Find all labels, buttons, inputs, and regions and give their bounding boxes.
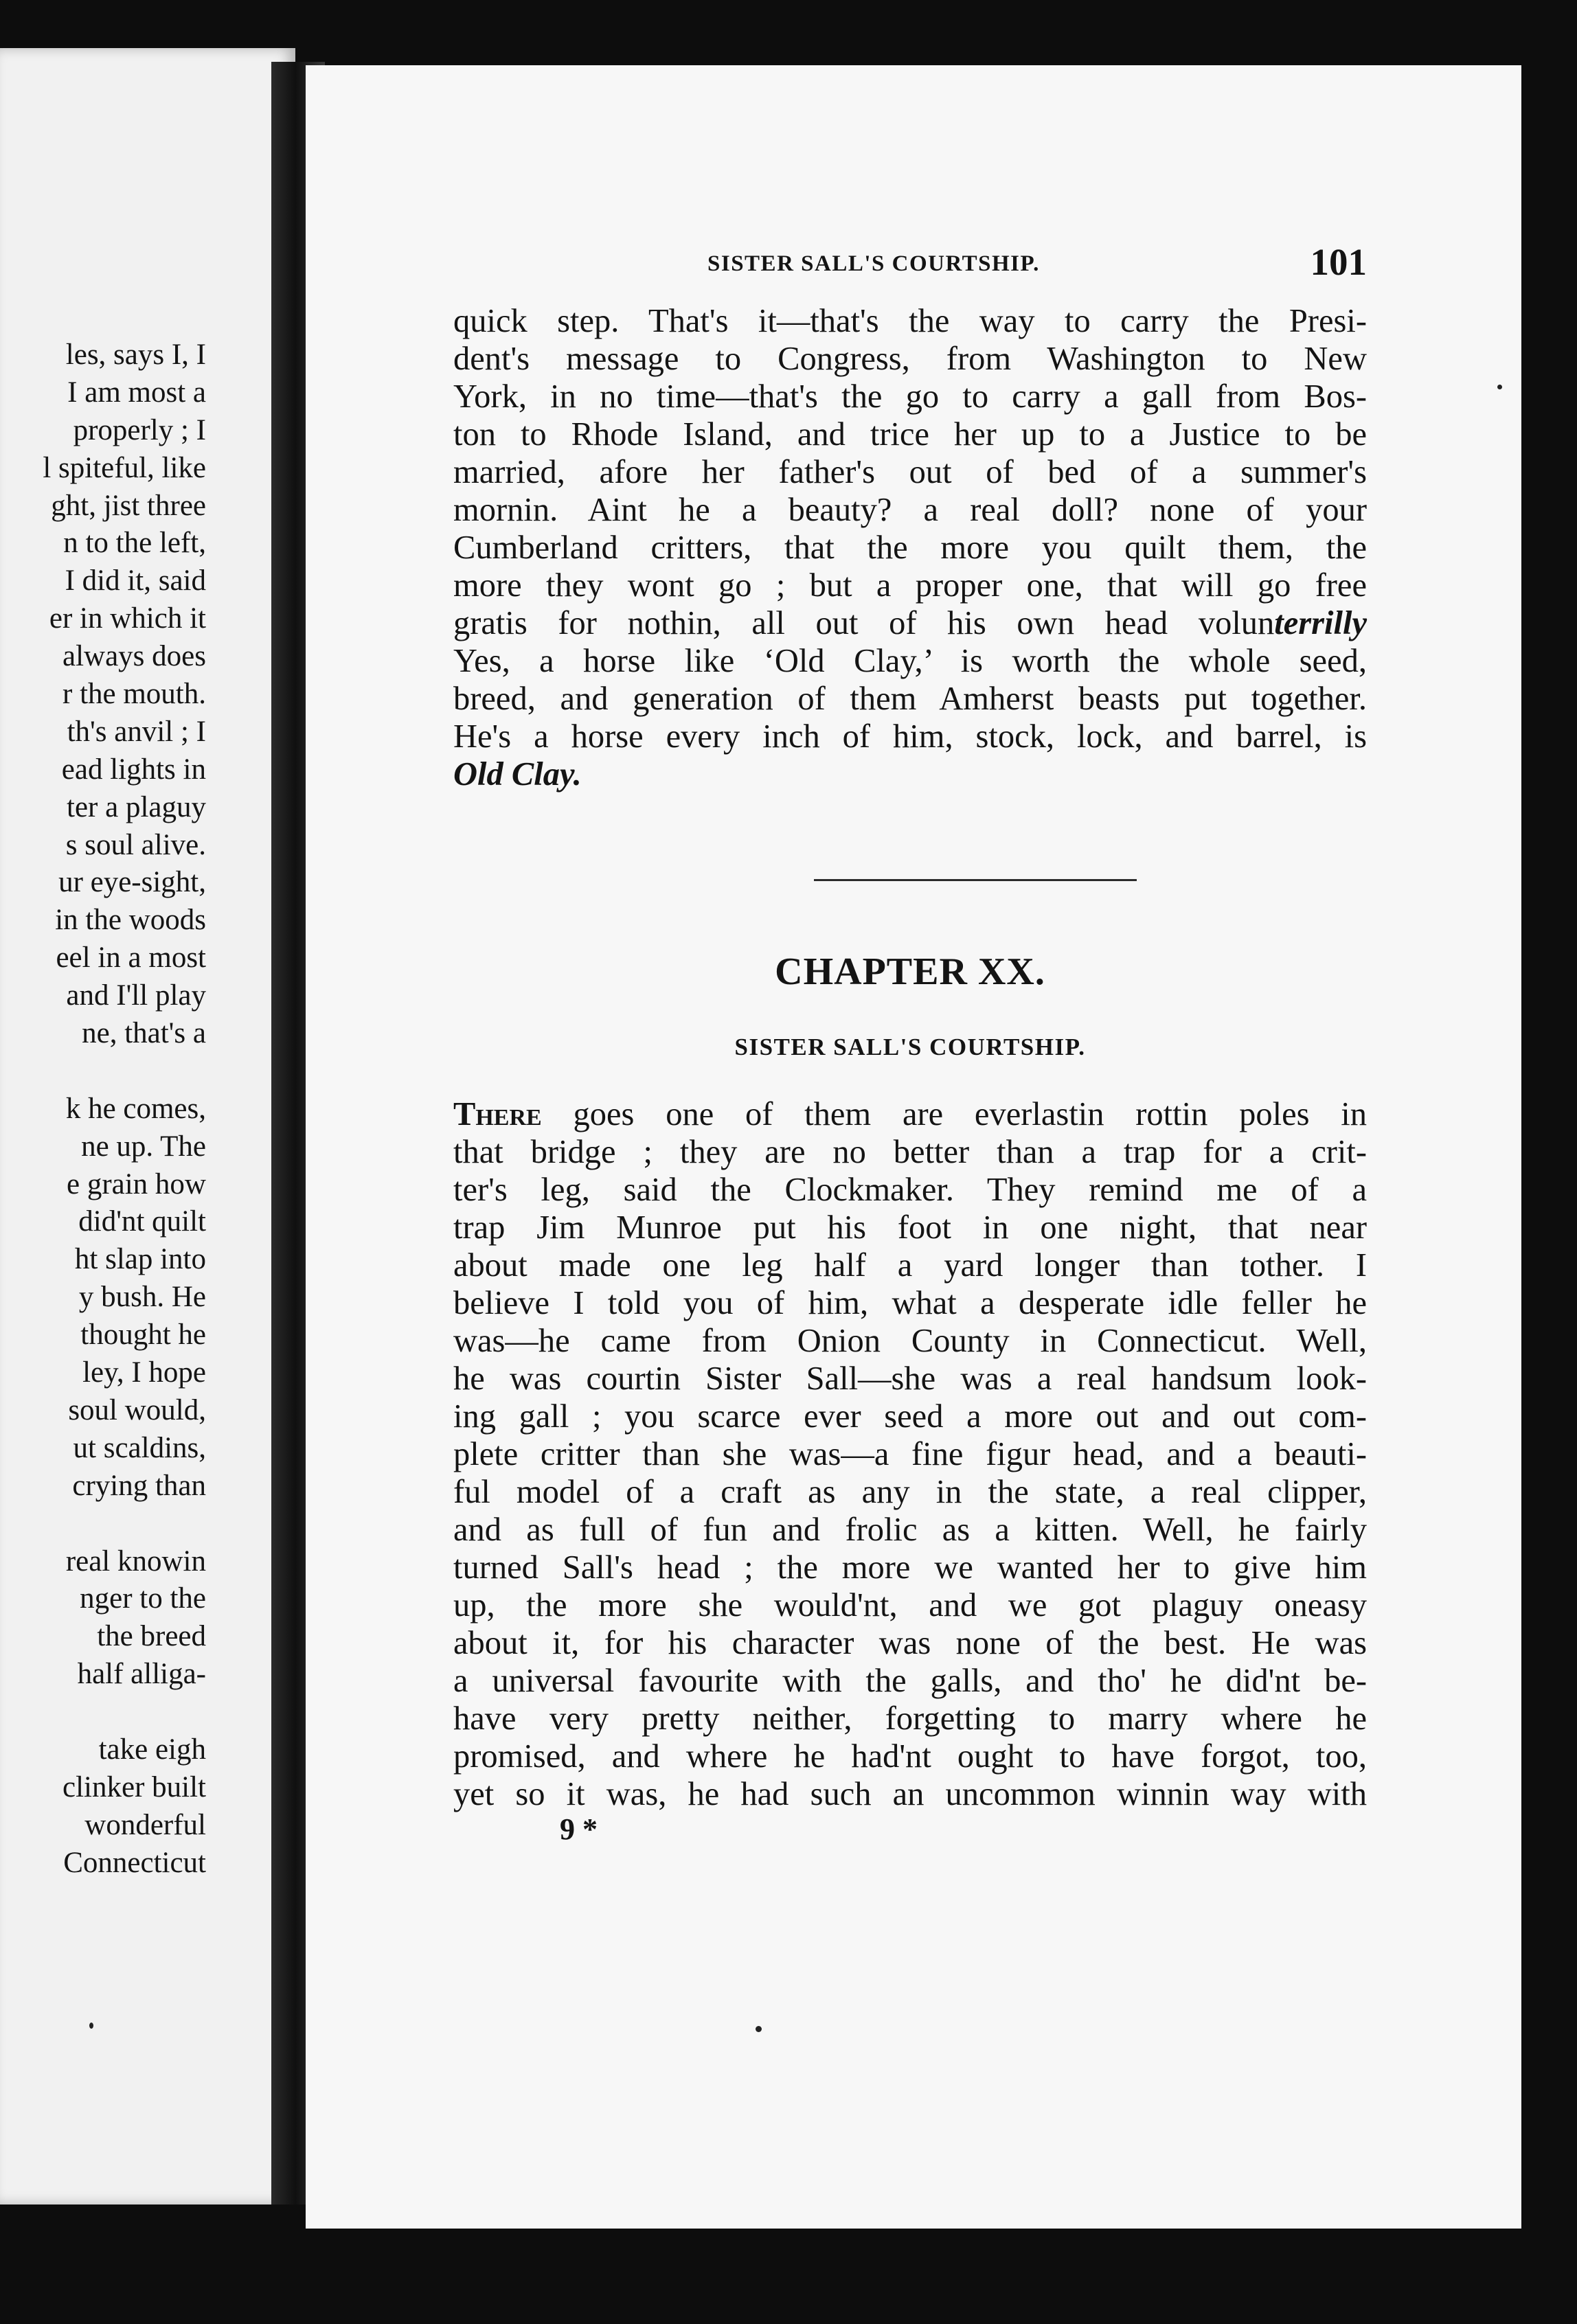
text-line: He's a horse every inch of him, stock, lock, and barrel, is <box>453 718 1367 755</box>
text-line: more they wont go ; but a proper one, that will go free <box>453 567 1367 604</box>
text-line: mornin. Aint he a beauty? a real doll? none of your <box>453 492 1367 528</box>
left-line: half alliga- <box>77 1658 206 1691</box>
text-line: trap Jim Munroe put his foot in one night, that near <box>453 1209 1367 1246</box>
page-number: 101 <box>1310 241 1367 283</box>
section-divider <box>814 879 1137 881</box>
chapter-heading: CHAPTER XX. <box>775 950 1045 993</box>
left-line <box>0 1505 206 1543</box>
left-line: in the woods <box>55 904 206 937</box>
text-line: about it, for his character was none of the best. He was <box>453 1625 1367 1661</box>
print-speck <box>1497 385 1502 389</box>
left-line: nger to the <box>80 1582 206 1615</box>
left-line: ht slap into <box>74 1243 206 1276</box>
text-line: he was courtin Sister Sall—she was a real handsum look- <box>453 1360 1367 1397</box>
left-page-text <box>0 337 206 1882</box>
old-clay-italic: Old Clay. <box>453 756 582 793</box>
left-line: ur eye-sight, <box>58 866 206 899</box>
left-line: y bush. He <box>78 1281 206 1314</box>
left-line: thought he <box>80 1319 206 1352</box>
left-line <box>0 1694 206 1731</box>
text-line: married, afore her father's out of bed of a summer's <box>453 454 1367 490</box>
text-line-first <box>453 1095 1367 1133</box>
chapter-title: SISTER SALL'S COURTSHIP. <box>734 1034 1086 1060</box>
left-facing-page <box>0 48 295 2205</box>
chapter-paragraph <box>453 1095 1367 1813</box>
text-line: that bridge ; they are no better than a trap for a crit- <box>453 1134 1367 1170</box>
left-line: real knowin <box>65 1545 206 1577</box>
text-line: breed, and generation of them Amherst beasts put together. <box>453 681 1367 717</box>
text-line: York, in no time—that's the go to carry a gall from Bos- <box>453 378 1367 415</box>
left-line <box>0 1053 206 1091</box>
left-line: did'nt quilt <box>78 1205 206 1238</box>
left-line: ne up. The <box>81 1130 206 1163</box>
left-line: crying than <box>72 1469 206 1502</box>
left-line: k he comes, <box>65 1092 206 1125</box>
left-line: I am most a <box>67 376 206 409</box>
text-line: Cumberland critters, that the more you quilt them, the <box>453 529 1367 566</box>
text-line: yet so it was, he had such an uncommon winnin way with <box>453 1776 1367 1812</box>
italic-emphasis: terrilly <box>1274 605 1367 641</box>
left-line: wonderful <box>84 1808 206 1841</box>
text-line: was—he came from Onion County in Connecticut. Well, <box>453 1323 1367 1359</box>
left-line: ead lights in <box>61 753 206 786</box>
left-line: ne, that's a <box>82 1017 206 1050</box>
text-line: ton to Rhode Island, and trice her up to a Justice to be <box>453 416 1367 453</box>
continuation-paragraph <box>453 302 1367 793</box>
left-line: les, says I, I <box>65 339 206 371</box>
left-line: ter a plaguy <box>67 790 206 823</box>
left-line: eel in a most <box>56 942 206 975</box>
left-line: ght, jist three <box>51 489 206 522</box>
text-line: dent's message to Congress, from Washington to New <box>453 341 1367 377</box>
left-line: ley, I hope <box>82 1356 206 1389</box>
left-line: the breed <box>97 1620 206 1653</box>
left-line: take eigh <box>98 1733 206 1766</box>
text-line: up, the more she would'nt, and we got plaguy oneasy <box>453 1587 1367 1624</box>
left-line: l spiteful, like <box>43 451 206 484</box>
text-segment: goes one of them are everlastin rottin poles in <box>541 1096 1367 1132</box>
text-segment: gratis for nothin, all out of his own head volun <box>453 605 1275 641</box>
left-line: ut scaldins, <box>73 1431 206 1464</box>
left-line: always does <box>63 640 206 673</box>
print-speck <box>756 2026 762 2032</box>
text-line: ing gall ; you scarce ever seed a more out and out com- <box>453 1398 1367 1435</box>
running-title: SISTER SALL'S COURTSHIP. <box>707 251 1040 276</box>
text-line: ful model of a craft as any in the state, a real clipper, <box>453 1474 1367 1510</box>
text-line: have very pretty neither, forgetting to marry where he <box>453 1700 1367 1737</box>
text-line: ter's leg, said the Clockmaker. They remind me of a <box>453 1172 1367 1208</box>
left-line: clinker built <box>63 1770 206 1803</box>
drop-word: There <box>453 1096 542 1132</box>
text-line: a universal favourite with the galls, and tho' he did'nt be- <box>453 1663 1367 1699</box>
text-line: quick step. That's it—that's the way to carry the Presi- <box>453 303 1367 339</box>
signature-mark: 9 * <box>560 1812 598 1846</box>
text-line: Yes, a horse like ‘Old Clay,’ is worth the whole seed, <box>453 643 1367 679</box>
left-line: I did it, said <box>65 565 206 597</box>
left-line: Connecticut <box>63 1846 206 1879</box>
text-line-closing <box>453 755 1367 793</box>
left-line: e grain how <box>67 1167 206 1200</box>
left-line: and I'll play <box>66 979 206 1012</box>
left-line: th's anvil ; I <box>67 715 206 748</box>
text-line: believe I told you of him, what a desperate idle feller he <box>453 1285 1367 1321</box>
left-line: er in which it <box>49 602 206 635</box>
text-line: plete critter than she was—a fine figur head, and a beauti- <box>453 1436 1367 1472</box>
print-speck <box>89 2023 93 2029</box>
text-line: about made one leg half a yard longer than tother. I <box>453 1247 1367 1284</box>
text-line: turned Sall's head ; the more we wanted her to give him <box>453 1549 1367 1586</box>
text-line-volunterrilly <box>453 604 1367 642</box>
text-line: promised, and where he had'nt ought to have forgot, too, <box>453 1738 1367 1775</box>
left-line: n to the left, <box>63 527 206 560</box>
left-line: properly ; I <box>73 413 206 446</box>
left-line: s soul alive. <box>65 828 206 861</box>
left-line: soul would, <box>68 1393 206 1426</box>
text-line: and as full of fun and frolic as a kitten. Well, he fairly <box>453 1512 1367 1548</box>
left-line: r the mouth. <box>63 678 206 711</box>
